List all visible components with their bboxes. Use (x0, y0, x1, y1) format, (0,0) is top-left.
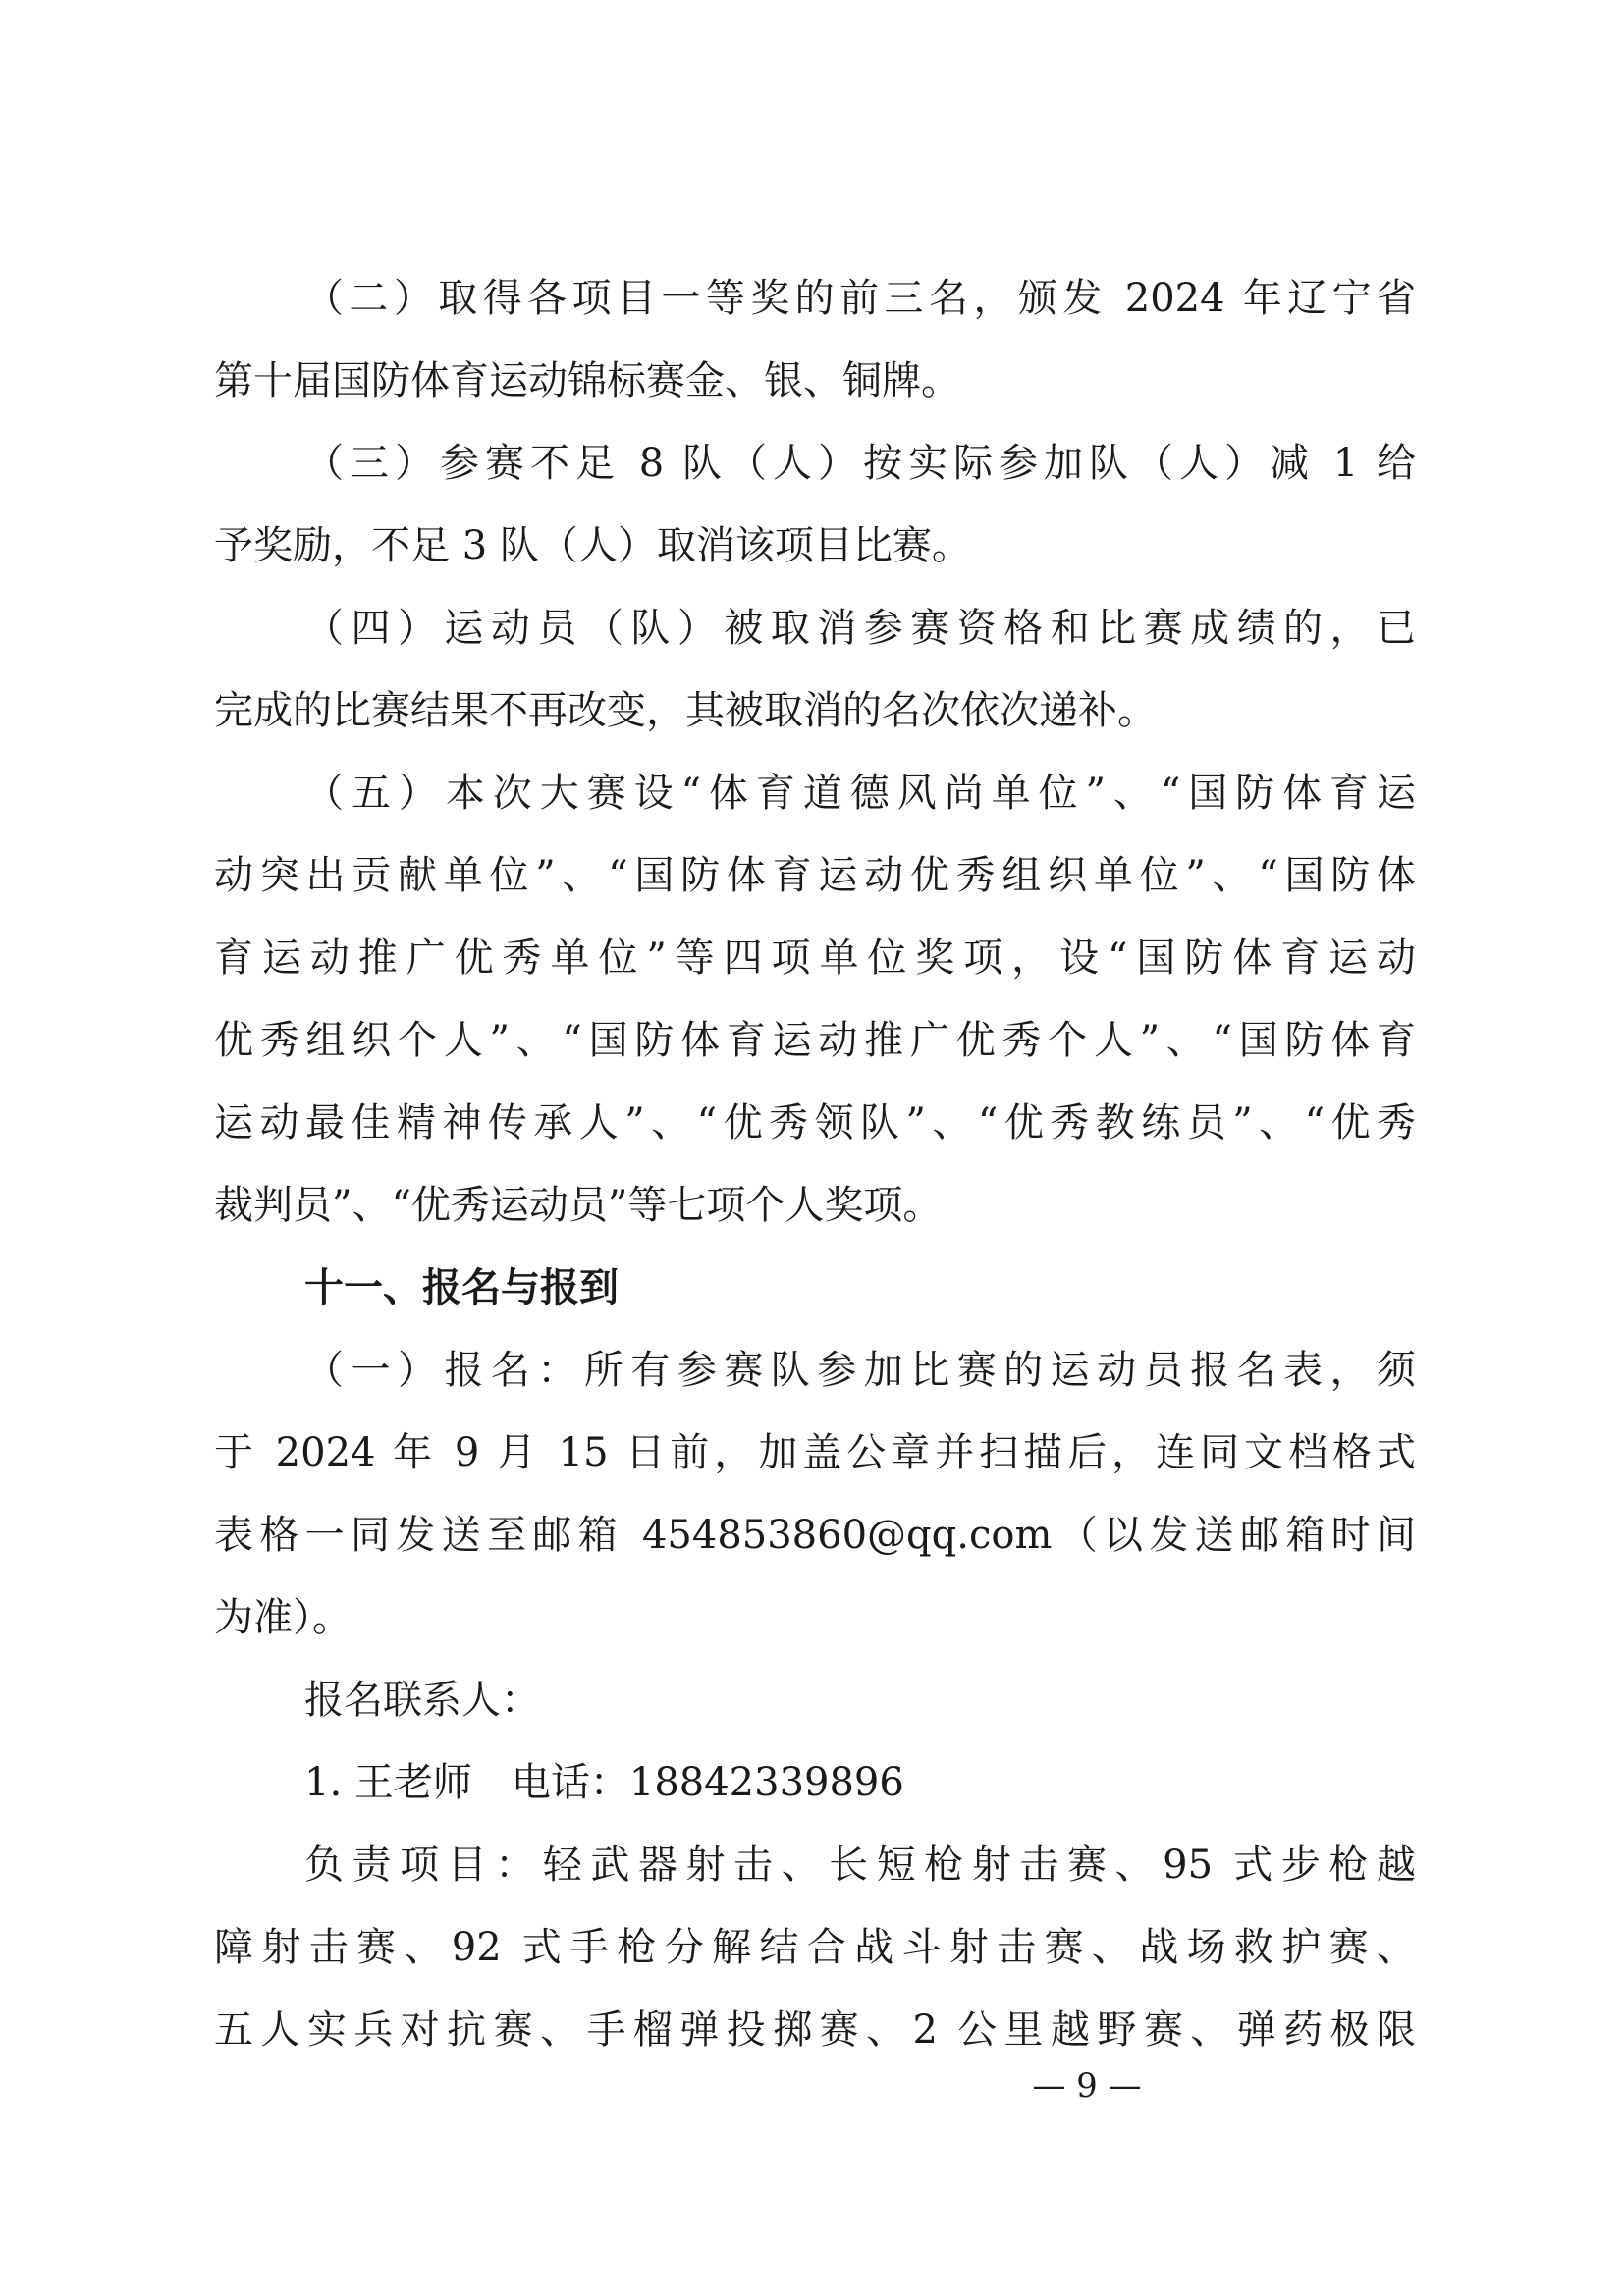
paragraph-line: 负责项目：轻武器射击、长短枪射击赛、95 式步枪越 (304, 1842, 1416, 1888)
paragraph-line: 障射击赛、92 式手枪分解结合战斗射击赛、战场救护赛、 (214, 1925, 1416, 1970)
document-body (214, 257, 1416, 2071)
paragraph-line: 表格一同发送至邮箱 454853860@qq.com（以发送邮箱时间 (214, 1513, 1416, 1558)
paragraph-line: 裁判员”、“优秀运动员”等七项个人奖项。 (214, 1183, 943, 1228)
contact-label: 报名联系人： (304, 1678, 540, 1723)
paragraph-line: 育运动推广优秀单位”等四项单位奖项，设“国防体育运动 (214, 935, 1416, 981)
page-number: — 9 — (1032, 2066, 1142, 2106)
paragraph-line: （四）运动员（队）被取消参赛资格和比赛成绩的，已 (304, 606, 1416, 651)
paragraph-line: （三）参赛不足 8 队（人）按实际参加队（人）减 1 给 (304, 441, 1416, 486)
paragraph-line: 优秀组织个人”、“国防体育运动推广优秀个人”、“国防体育 (214, 1018, 1416, 1063)
paragraph-line: 运动最佳精神传承人”、“优秀领队”、“优秀教练员”、“优秀 (214, 1100, 1416, 1146)
paragraph-line: 动突出贡献单位”、“国防体育运动优秀组织单位”、“国防体 (214, 853, 1416, 898)
paragraph-line: 完成的比赛结果不再改变，其被取消的名次依次递补。 (214, 688, 1157, 733)
paragraph-line: 第十届国防体育运动锦标赛金、银、铜牌。 (214, 358, 960, 403)
paragraph-line: 为准）。 (214, 1595, 352, 1640)
paragraph-line: （五）本次大赛设“体育道德风尚单位”、“国防体育运 (304, 771, 1416, 816)
section-heading: 十一、报名与报到 (304, 1265, 619, 1310)
paragraph-line: （一）报名：所有参赛队参加比赛的运动员报名表，须 (304, 1348, 1416, 1393)
paragraph-line: （二）取得各项目一等奖的前三名，颁发 2024 年辽宁省 (304, 276, 1416, 321)
paragraph-line: 予奖励，不足 3 队（人）取消该项目比赛。 (214, 523, 971, 568)
contact-item: 1. 王老师 电话：18842339896 (304, 1760, 904, 1805)
paragraph-line: 于 2024 年 9 月 15 日前，加盖公章并扫描后，连同文档格式 (214, 1430, 1416, 1475)
paragraph-line: 五人实兵对抗赛、手榴弹投掷赛、2 公里越野赛、弹药极限 (214, 2007, 1416, 2053)
